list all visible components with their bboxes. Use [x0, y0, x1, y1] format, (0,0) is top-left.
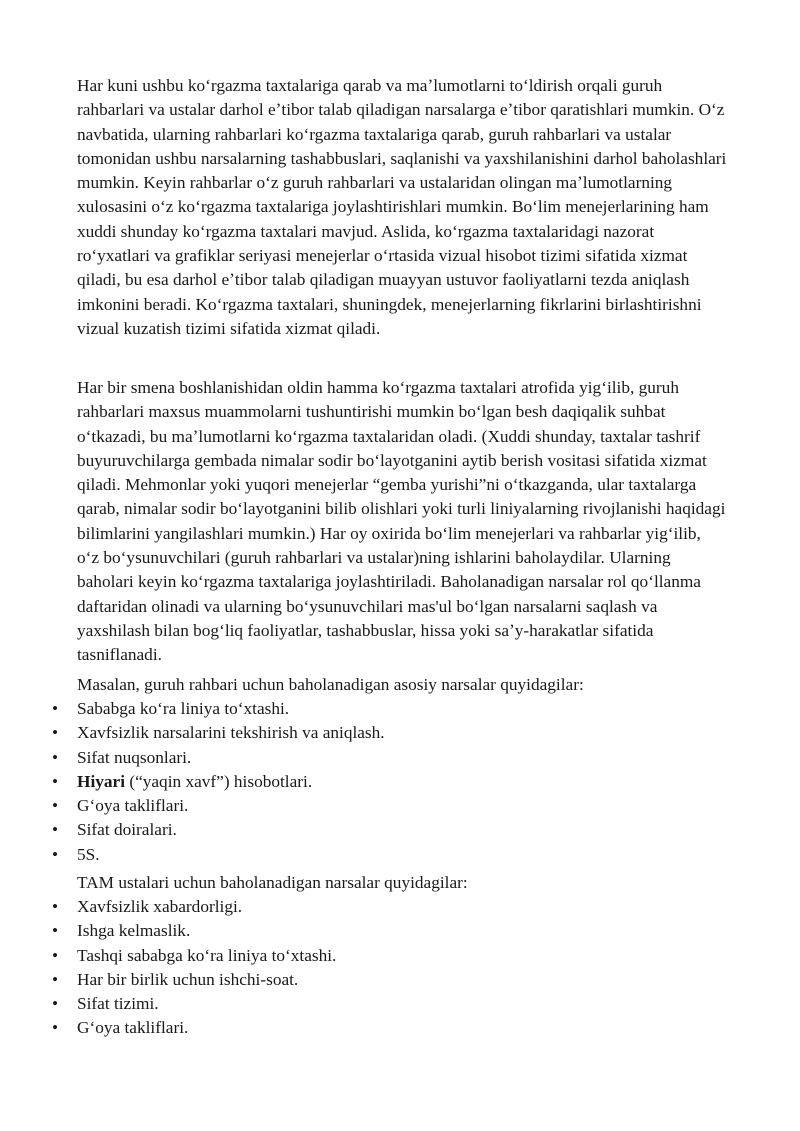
list-item-bold: Hiyari — [77, 771, 125, 791]
list-item — [0, 721, 800, 745]
list-item — [0, 697, 800, 721]
list-item-text: Tashqi sababga koʻra liniya toʻxtashi. — [77, 945, 337, 965]
bullet-icon: • — [52, 1018, 59, 1038]
list-item-text: Sifat doiralari. — [77, 820, 177, 840]
bullet-icon: • — [52, 747, 59, 767]
bullet-icon: • — [52, 994, 59, 1014]
list-intro-tam-masters: TAM ustalari uchun baholanadigan narsalar quyidagilar: — [77, 873, 468, 892]
list-item-text: 5S. — [77, 844, 100, 864]
bullet-icon: • — [52, 844, 59, 864]
list-item-text: Sababga koʻra liniya toʻxtashi. — [77, 699, 290, 718]
list-item-text: Gʻoya takliflari. — [77, 796, 189, 816]
list-item — [0, 1016, 800, 1040]
bullet-icon: • — [52, 771, 59, 791]
list-item-text: Sifat nuqsonlari. — [77, 747, 192, 767]
list-intro-group-leader: Masalan, guruh rahbari uchun baholanadigan asosiy narsalar quyidagilar: — [77, 675, 584, 694]
bullet-icon: • — [52, 921, 59, 941]
list-item — [0, 895, 800, 919]
list-item — [0, 818, 800, 842]
bullet-icon: • — [52, 897, 59, 916]
list-item — [0, 944, 800, 968]
bullet-icon: • — [52, 969, 59, 989]
list-item-text: Xavfsizlik narsalarini tekshirish va aniqlash. — [77, 723, 385, 743]
list-item-text: Gʻoya takliflari. — [77, 1018, 189, 1038]
list-item — [0, 746, 800, 770]
list-item — [0, 968, 800, 992]
bullet-icon: • — [52, 723, 59, 743]
list-item — [0, 770, 800, 794]
tam-masters-criteria-list — [0, 895, 800, 1041]
list-item — [0, 843, 800, 867]
body-paragraph-1: Har kuni ushbu koʻrgazma taxtalariga qarab va maʼlumotlarni toʻldirish orqali guruh rahbarlari va ustalar darhol eʼtibor talab qiladigan narsalarga eʼtibor qaratishlari mumkin. Oʻz navbatida, ularning rahbarlari koʻrgazma taxtalariga qarab, guruh rahbarlari va ustalar tomonidan ushbu narsalarning tashabbuslari, saqlanishi va yaxshilanishini darhol baholashlari mumkin. Keyin rahbarlar oʻz guruh rahbarlari va ustalaridan olingan maʼlumotlarning xulosasini oʻz koʻrgazma taxtalariga joylashtirishlari mumkin. Boʻlim menejerlarining ham xuddi shunday koʻrgazma taxtalari mavjud. Aslida, koʻrgazma taxtalaridagi nazorat roʻyxatlari va grafiklar seriyasi menejerlar oʻrtasida vizual hisobot tizimi sifatida xizmat qiladi, bu esa darhol eʼtibor talab qiladigan muayyan ustuvor faoliyatlarni tezda aniqlash imkonini beradi. Koʻrgazma taxtalari, shuningdek, menejerlarning fikrlarini birlashtirishni vizual kuzatish tizimi sifatida xizmat qiladi. — [77, 76, 727, 338]
bullet-icon: • — [52, 820, 59, 840]
list-item-text: Har bir birlik uchun ishchi-soat. — [77, 969, 299, 989]
list-item — [0, 919, 800, 943]
list-item-text: Ishga kelmaslik. — [77, 921, 191, 941]
list-item — [0, 794, 800, 818]
list-item-text: Sifat tizimi. — [77, 994, 159, 1014]
bullet-icon: • — [52, 945, 59, 965]
bullet-icon: • — [52, 796, 59, 816]
list-item-text: (“yaqin xavf”) hisobotlari. — [125, 771, 313, 791]
list-item — [0, 992, 800, 1016]
body-paragraph-2: Har bir smena boshlanishidan oldin hamma koʻrgazma taxtalari atrofida yigʻilib, guruh rahbarlari maxsus muammolarni tushuntirishi mumkin boʻlgan besh daqiqalik suhbat oʻtkazadi, bu maʼlumotlarni koʻrgazma taxtalaridan oladi. (Xuddi shunday, taxtalar tashrif buyuruvchilarga gembada nimalar sodir boʻlayotganini aytib berish vositasi sifatida xizmat qiladi. Mehmonlar yoki yuqori menejerlar “gemba yurishi”ni oʻtkazganda, ular taxtalarga qarab, nimalar sodir boʻlayotganini bilib olishlari yoki turli liniyalarning rivojlanishi haqidagi bilimlarini yangilashlari mumkin.) Har oy oxirida boʻlim menejerlari va rahbarlar yigʻilib, oʻz boʻysunuvchilari (guruh rahbarlari va ustalar)ning ishlarini baholaydilar. Ularning baholari keyin koʻrgazma taxtalariga joylashtiriladi. Baholanadigan narsalar rol qoʻllanma daftaridan olinadi va ularning boʻysunuvchilari mas'ul boʻlgan narsalarni saqlash va yaxshilash bilan bogʻliq faoliyatlar, tashabbuslar, hissa yoki saʼy-harakatlar sifatida tasniflanadi. — [77, 378, 726, 665]
group-leader-criteria-list — [0, 697, 800, 867]
list-item-text: Xavfsizlik xabardorligi. — [77, 897, 243, 916]
bullet-icon: • — [52, 699, 59, 718]
